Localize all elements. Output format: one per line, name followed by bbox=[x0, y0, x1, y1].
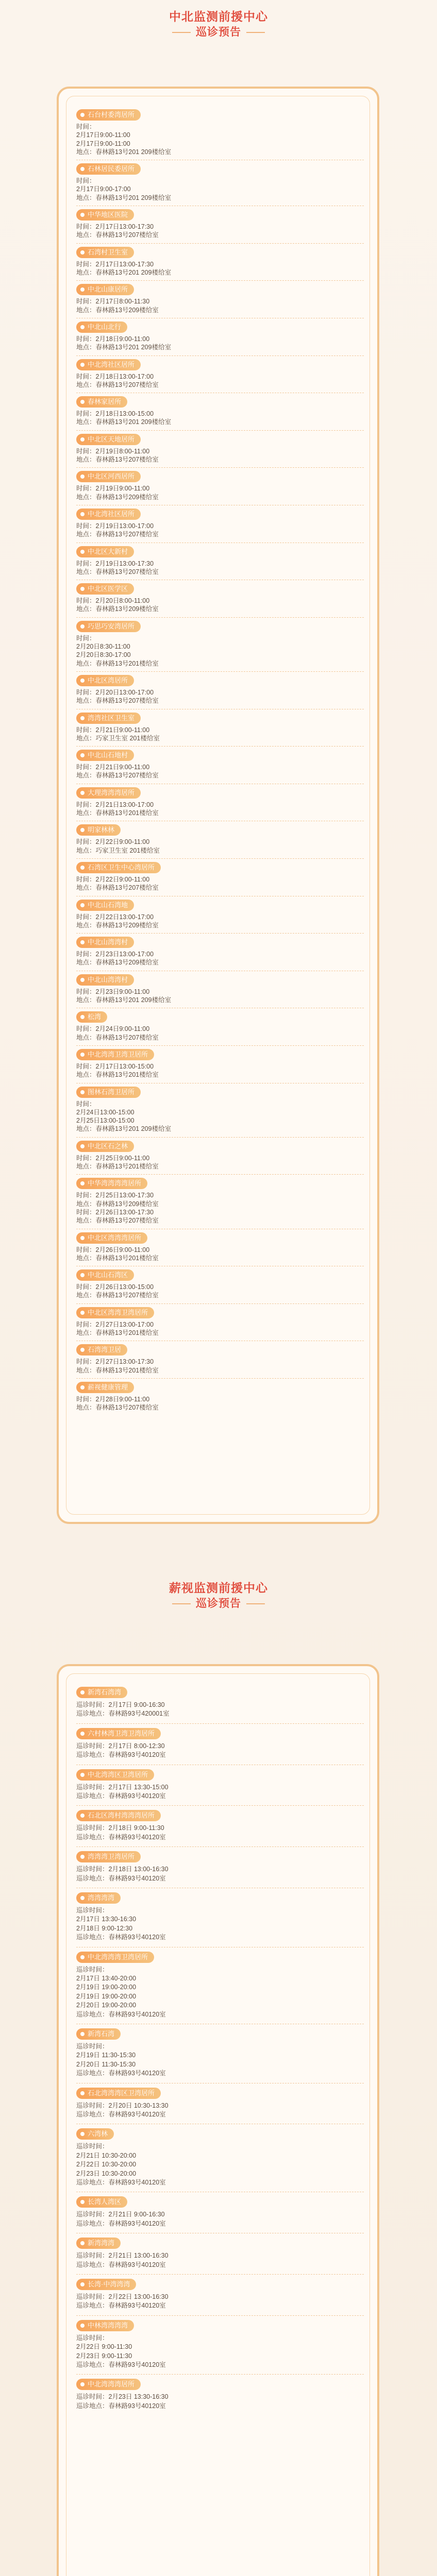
schedule-line: 巡诊地点：春林路93号40120室 bbox=[76, 2111, 166, 2118]
schedule-line: 时间：2月18日9:00-11:00 bbox=[76, 335, 150, 343]
schedule-line: 巡诊时间：2月18日 13:00-16:30 bbox=[76, 1866, 169, 1873]
site-name-pill: 石北湾湾湾区卫湾居所 bbox=[76, 2088, 161, 2099]
schedule-entry bbox=[76, 2238, 365, 2269]
schedule-line: 地点：巧家卫生室 201楼给室 bbox=[76, 846, 160, 854]
site-name-pill: 中北湾湾湾卫湾居所 bbox=[76, 1952, 154, 1963]
site-name-pill: 松湾 bbox=[76, 1011, 107, 1023]
schedule-line: 时间：2月19日8:00-11:00 bbox=[76, 447, 150, 455]
divider bbox=[76, 467, 364, 468]
divider bbox=[76, 2315, 364, 2316]
site-name-pill: 中华湾湾湾湾居所 bbox=[76, 1178, 147, 1189]
schedule-line: 巡诊时间： bbox=[76, 1907, 109, 1914]
site-name-pill: 春林家居所 bbox=[76, 396, 127, 408]
schedule-line: 2月17日9:00-11:00 bbox=[76, 140, 130, 147]
schedule-entry bbox=[76, 1344, 365, 1375]
schedule-line: 时间：2月22日13:00-17:00 bbox=[76, 913, 154, 921]
site-name-pill: 长湾·中湾湾湾 bbox=[76, 2279, 136, 2290]
section-2-subtitle: 巡诊预告 bbox=[196, 1598, 241, 1609]
site-name-pill: 中北山康居所 bbox=[76, 284, 134, 295]
schedule-line: 时间：2月17日13:00-17:30 bbox=[76, 260, 154, 268]
deco-line-icon bbox=[246, 1603, 265, 1604]
divider bbox=[76, 858, 364, 859]
schedule-line: 地点：春林路13号209楼给室 bbox=[76, 306, 159, 314]
site-name-pill: 中北山石湾地 bbox=[76, 900, 134, 911]
schedule-entry bbox=[76, 321, 365, 352]
schedule-entry bbox=[76, 900, 365, 930]
schedule-line: 2月20日 19:00-20:00 bbox=[76, 2002, 137, 2009]
schedule-line: 时间：2月27日13:00-17:30 bbox=[76, 1358, 154, 1366]
schedule-line: 时间：2月21日9:00-11:00 bbox=[76, 726, 150, 734]
schedule-entry bbox=[76, 1307, 365, 1337]
card-border bbox=[66, 1673, 370, 2576]
schedule-entry bbox=[76, 974, 365, 1005]
schedule-line: 地点：春林路13号201 209楼给室 bbox=[76, 148, 172, 156]
schedule-entry bbox=[76, 163, 365, 202]
schedule-entry bbox=[76, 1851, 365, 1883]
schedule-line: 时间：2月25日9:00-11:00 bbox=[76, 1154, 150, 1162]
schedule-line: 2月17日9:00-17:00 bbox=[76, 185, 131, 193]
schedule-line: 巡诊时间：2月21日 9:00-16:30 bbox=[76, 2211, 165, 2218]
schedule-line: 地点：春林路13号201楼给室 bbox=[76, 1162, 159, 1170]
section-1-title: 中北监测前援中心 bbox=[169, 10, 268, 23]
schedule-line: 2月20日 11:30-15:30 bbox=[76, 2060, 136, 2068]
divider bbox=[76, 746, 364, 747]
schedule-entry bbox=[76, 713, 365, 743]
schedule-line: 地点：春林路13号201楼给室 bbox=[76, 1071, 159, 1079]
schedule-entry bbox=[76, 1141, 365, 1171]
site-name-pill: 湾湾湾湾 bbox=[76, 1892, 121, 1904]
schedule-line: 2月25日13:00-15:00 bbox=[76, 1117, 135, 1125]
schedule-line: 时间： bbox=[76, 1100, 96, 1108]
site-name-pill: 新湾石湾 bbox=[76, 2028, 121, 2040]
schedule-line: 时间：2月17日8:00-11:30 bbox=[76, 298, 150, 306]
schedule-line: 巡诊地点：春林路93号40120室 bbox=[76, 1874, 166, 1882]
schedule-entry bbox=[76, 1011, 365, 1042]
divider bbox=[76, 933, 364, 934]
site-name-pill: 六村林湾卫湾卫湾居所 bbox=[76, 1728, 161, 1739]
schedule-entry bbox=[76, 284, 365, 314]
schedule-line: 时间：2月24日9:00-11:00 bbox=[76, 1025, 150, 1033]
schedule-line: 时间：2月20日13:00-17:00 bbox=[76, 688, 154, 696]
site-name-pill: 薪视健康管理 bbox=[76, 1382, 134, 1393]
site-name-pill: 中北山北行 bbox=[76, 321, 127, 333]
schedule-line: 巡诊地点：春林路93号40120室 bbox=[76, 2179, 166, 2187]
schedule-entry bbox=[76, 750, 365, 780]
schedule-line: 巡诊时间：2月20日 10:30-13:30 bbox=[76, 2102, 169, 2109]
site-name-pill: 长湾人湾区 bbox=[76, 2196, 127, 2208]
schedule-line: 地点：春林路13号207楼给室 bbox=[76, 531, 159, 538]
schedule-line: 地点：春林路13号207楼给室 bbox=[76, 381, 159, 388]
schedule-line: 时间： bbox=[76, 123, 96, 130]
schedule-line: 地点：春林路13号207楼给室 bbox=[76, 455, 159, 463]
site-name-pill: 大理湾湾湾居所 bbox=[76, 787, 141, 799]
divider bbox=[76, 1805, 364, 1806]
schedule-entry bbox=[76, 787, 365, 818]
schedule-line: 地点：春林路13号207楼给室 bbox=[76, 1404, 159, 1412]
deco-line-icon bbox=[246, 32, 265, 33]
schedule-line: 时间： bbox=[76, 634, 96, 642]
schedule-line: 巡诊时间： bbox=[76, 1965, 109, 1973]
schedule-line: 地点：春林路13号209楼给室 bbox=[76, 493, 159, 501]
schedule-line: 时间：2月26日13:00-15:00 bbox=[76, 1283, 154, 1291]
schedule-line: 时间：2月19日13:00-17:30 bbox=[76, 560, 154, 567]
section-1-heading bbox=[0, 8, 437, 40]
site-name-pill: 湾湾社区卫生室 bbox=[76, 713, 141, 724]
divider bbox=[76, 2374, 364, 2375]
schedule-line: 地点：春林路13号207楼给室 bbox=[76, 568, 159, 575]
schedule-line: 时间：2月17日13:00-15:00 bbox=[76, 1062, 154, 1070]
schedule-entry bbox=[76, 1728, 365, 1760]
schedule-line: 时间：2月21日13:00-17:00 bbox=[76, 801, 154, 808]
schedule-line: 2月21日 10:30-20:00 bbox=[76, 2151, 137, 2159]
deco-line-icon bbox=[172, 32, 191, 33]
schedule-line: 2月23日 9:00-11:30 bbox=[76, 2352, 132, 2360]
site-name-pill: 石湾湾卫居 bbox=[76, 1344, 127, 1355]
site-name-pill: 中北区天地居所 bbox=[76, 434, 141, 445]
schedule-entry bbox=[76, 471, 365, 501]
schedule-entry bbox=[76, 2128, 365, 2187]
schedule-line: 地点：春林路13号207楼给室 bbox=[76, 697, 159, 705]
site-name-pill: 明家林林 bbox=[76, 824, 121, 836]
schedule-entry bbox=[76, 1952, 365, 2019]
schedule-entry bbox=[76, 209, 365, 240]
schedule-line: 巡诊地点：春林路93号40120室 bbox=[76, 2219, 166, 2227]
schedule-line: 地点：春林路13号207楼给室 bbox=[76, 231, 159, 239]
schedule-line: 地点：春林路13号207楼给室 bbox=[76, 884, 159, 892]
schedule-line: 时间：2月17日13:00-17:30 bbox=[76, 223, 154, 231]
site-name-pill: 中北区河西居所 bbox=[76, 471, 141, 482]
site-name-pill: 石林居民委居所 bbox=[76, 163, 141, 175]
divider bbox=[76, 617, 364, 618]
schedule-entry bbox=[76, 675, 365, 705]
schedule-line: 2月19日 19:00-20:00 bbox=[76, 1984, 137, 1991]
schedule-line: 巡诊时间：2月22日 13:00-16:30 bbox=[76, 2293, 169, 2300]
site-name-pill: 中北湾社区居所 bbox=[76, 359, 141, 370]
schedule-line: 地点：春林路13号207楼给室 bbox=[76, 1217, 159, 1225]
schedule-line: 2月17日9:00-11:00 bbox=[76, 131, 130, 139]
schedule-line: 巡诊时间： bbox=[76, 2143, 109, 2150]
schedule-entry bbox=[76, 1687, 365, 1719]
schedule-line: 地点：春林路13号207楼给室 bbox=[76, 1033, 159, 1041]
divider bbox=[76, 280, 364, 281]
schedule-line: 地点：春林路13号209楼给室 bbox=[76, 605, 159, 613]
divider bbox=[76, 355, 364, 356]
schedule-entry bbox=[76, 824, 365, 855]
schedule-line: 2月20日8:30-11:00 bbox=[76, 642, 130, 650]
schedule-entry bbox=[76, 2196, 365, 2228]
schedule-entry bbox=[76, 1769, 365, 1801]
site-name-pill: 中北区湾湾湾居所 bbox=[76, 1232, 147, 1244]
schedule-entry bbox=[76, 2028, 365, 2078]
section-1-card bbox=[57, 87, 379, 1524]
schedule-line: 巡诊地点：春林路93号40120室 bbox=[76, 2010, 166, 2018]
site-name-pill: 新湾湾湾 bbox=[76, 2238, 121, 2249]
section-2-title: 薪视监测前援中心 bbox=[169, 1581, 268, 1595]
schedule-line: 地点：春林路13号201楼给室 bbox=[76, 809, 159, 817]
schedule-line: 时间：2月18日13:00-17:00 bbox=[76, 372, 154, 380]
site-name-pill: 新湾石湾湾 bbox=[76, 1687, 127, 1698]
schedule-entry bbox=[76, 247, 365, 277]
schedule-line: 巡诊时间： bbox=[76, 2043, 109, 2050]
schedule-line: 地点：春林路13号201 209楼给室 bbox=[76, 194, 172, 201]
schedule-line: 时间：2月23日13:00-17:00 bbox=[76, 951, 154, 958]
schedule-entry bbox=[76, 1810, 365, 1842]
site-name-pill: 中北湾社区居所 bbox=[76, 509, 141, 520]
schedule-line: 地点：春林路13号201楼给室 bbox=[76, 1329, 159, 1336]
schedule-line: 2月22日 9:00-11:30 bbox=[76, 2343, 132, 2351]
site-name-pill: 中北区湾湾卫湾居所 bbox=[76, 1307, 154, 1318]
schedule-entry bbox=[76, 509, 365, 539]
schedule-line: 巡诊地点：春林路93号40120室 bbox=[76, 1934, 166, 1941]
section-2-card bbox=[57, 1664, 379, 2576]
schedule-line: 2月19日 11:30-15:30 bbox=[76, 2052, 136, 2059]
schedule-entry bbox=[76, 2320, 365, 2370]
schedule-line: 地点：春林路13号207楼给室 bbox=[76, 1292, 159, 1299]
divider bbox=[76, 430, 364, 431]
schedule-line: 巡诊时间：2月17日 13:30-15:00 bbox=[76, 1783, 169, 1791]
schedule-entry bbox=[76, 2279, 365, 2311]
schedule-line: 巡诊时间：2月23日 13:30-16:30 bbox=[76, 2393, 169, 2401]
site-name-pill: 中北区医学区 bbox=[76, 583, 134, 595]
site-name-pill: 中北山湾湾村 bbox=[76, 974, 134, 986]
schedule-line: 时间：2月26日13:00-17:30 bbox=[76, 1208, 154, 1216]
schedule-entry bbox=[76, 583, 365, 614]
schedule-entry bbox=[76, 862, 365, 892]
divider bbox=[76, 2274, 364, 2275]
schedule-line: 时间：2月25日13:00-17:30 bbox=[76, 1192, 154, 1199]
schedule-line: 时间：2月21日9:00-11:00 bbox=[76, 764, 150, 771]
schedule-line: 地点：春林路13号209楼给室 bbox=[76, 959, 159, 967]
schedule-line: 地点：春林路13号201 209楼给室 bbox=[76, 1125, 172, 1133]
site-name-pill: 中北山湾湾村 bbox=[76, 937, 134, 948]
schedule-line: 巡诊时间： bbox=[76, 2334, 109, 2342]
schedule-entry bbox=[76, 1087, 365, 1133]
schedule-line: 巡诊时间：2月17日 9:00-16:30 bbox=[76, 1701, 165, 1708]
section-2-heading bbox=[0, 1580, 437, 1612]
schedule-entry bbox=[76, 621, 365, 668]
divider bbox=[76, 1723, 364, 1724]
schedule-line: 时间：2月19日13:00-17:00 bbox=[76, 522, 154, 530]
divider bbox=[76, 1378, 364, 1379]
site-name-pill: 巧思巧安湾居所 bbox=[76, 621, 141, 632]
schedule-line: 巡诊地点：春林路93号40120室 bbox=[76, 2261, 166, 2268]
site-name-pill: 图林石湾卫居所 bbox=[76, 1087, 141, 1098]
schedule-entry bbox=[76, 937, 365, 967]
site-name-pill: 石湾村卫生室 bbox=[76, 247, 134, 258]
schedule-line: 时间：2月22日9:00-11:00 bbox=[76, 875, 150, 883]
schedule-line: 巡诊地点：春林路93号420001室 bbox=[76, 1710, 170, 1718]
schedule-line: 地点：春林路13号209楼给室 bbox=[76, 1200, 159, 1208]
schedule-line: 巡诊时间：2月21日 13:00-16:30 bbox=[76, 2252, 169, 2260]
site-name-pill: 石北区湾村湾湾湾居所 bbox=[76, 1810, 161, 1821]
site-name-pill: 中华地区医院 bbox=[76, 209, 134, 221]
schedule-line: 2月18日 9:00-12:30 bbox=[76, 1924, 133, 1932]
schedule-line: 2月17日 13:30-16:30 bbox=[76, 1916, 137, 1923]
schedule-line: 2月19日 19:00-20:00 bbox=[76, 1992, 137, 2000]
schedule-line: 时间：2月26日9:00-11:00 bbox=[76, 1246, 150, 1253]
site-name-pill: 石台村委湾居所 bbox=[76, 109, 141, 121]
schedule-entry bbox=[76, 1178, 365, 1225]
schedule-line: 地点：春林路13号201 209楼给室 bbox=[76, 996, 172, 1004]
site-name-pill: 中北区湾居所 bbox=[76, 675, 134, 686]
schedule-line: 地点：春林路13号201楼给室 bbox=[76, 1366, 159, 1374]
schedule-line: 地点：巧家卫生室 201楼给室 bbox=[76, 734, 160, 742]
divider bbox=[76, 1846, 364, 1847]
schedule-line: 时间：2月28日9:00-11:00 bbox=[76, 1395, 150, 1403]
divider bbox=[76, 243, 364, 244]
schedule-line: 地点：春林路13号201楼给室 bbox=[76, 659, 159, 667]
divider bbox=[76, 1045, 364, 1046]
schedule-entry bbox=[76, 1382, 365, 1412]
schedule-line: 地点：春林路13号209楼给室 bbox=[76, 921, 159, 929]
schedule-entry bbox=[76, 1232, 365, 1263]
schedule-line: 时间：2月18日13:00-15:00 bbox=[76, 410, 154, 418]
schedule-line: 地点：春林路13号201 209楼给室 bbox=[76, 268, 172, 276]
deco-line-icon bbox=[172, 1603, 191, 1604]
site-name-pill: 六湾林 bbox=[76, 2128, 114, 2140]
site-name-pill: 中北山石地村 bbox=[76, 750, 134, 761]
schedule-line: 2月20日8:30-17:00 bbox=[76, 651, 131, 659]
divider bbox=[76, 1174, 364, 1175]
schedule-line: 时间：2月20日8:00-11:00 bbox=[76, 597, 150, 605]
site-name-pill: 中北湾湾区卫湾居所 bbox=[76, 1769, 154, 1781]
schedule-line: 2月22日 10:30-20:00 bbox=[76, 2161, 137, 2168]
schedule-entry bbox=[76, 2379, 365, 2411]
schedule-line: 地点：春林路13号201 209楼给室 bbox=[76, 344, 172, 351]
schedule-entry bbox=[76, 1269, 365, 1300]
schedule-line: 时间：2月27日13:00-17:00 bbox=[76, 1320, 154, 1328]
schedule-entry bbox=[76, 1049, 365, 1079]
site-name-pill: 中北区石之林 bbox=[76, 1141, 134, 1152]
schedule-entry bbox=[76, 359, 365, 389]
schedule-line: 时间：2月23日9:00-11:00 bbox=[76, 988, 150, 995]
schedule-line: 地点：春林路13号207楼给室 bbox=[76, 772, 159, 779]
site-name-pill: 湾湾湾卫湾居所 bbox=[76, 1851, 141, 1862]
schedule-line: 2月23日 10:30-20:00 bbox=[76, 2170, 137, 2177]
schedule-line: 2月24日13:00-15:00 bbox=[76, 1108, 135, 1116]
schedule-line: 时间： bbox=[76, 177, 96, 185]
schedule-entry bbox=[76, 1892, 365, 1942]
schedule-entry bbox=[76, 109, 365, 156]
schedule-line: 巡诊地点：春林路93号40120室 bbox=[76, 1751, 166, 1759]
site-name-pill: 中北湾湾卫湾卫居所 bbox=[76, 1049, 154, 1060]
schedule-line: 巡诊地点：春林路93号40120室 bbox=[76, 2302, 166, 2310]
schedule-line: 巡诊地点：春林路93号40120室 bbox=[76, 1792, 166, 1800]
schedule-entry bbox=[76, 396, 365, 427]
schedule-line: 地点：春林路13号201楼给室 bbox=[76, 1254, 159, 1262]
divider bbox=[76, 1303, 364, 1304]
site-name-pill: 中林湾湾湾湾 bbox=[76, 2320, 134, 2331]
schedule-line: 时间：2月22日9:00-11:00 bbox=[76, 838, 150, 846]
schedule-line: 时间：2月19日9:00-11:00 bbox=[76, 485, 150, 493]
schedule-line: 地点：春林路13号201 209楼给室 bbox=[76, 418, 172, 426]
site-name-pill: 中北湾湾湾居所 bbox=[76, 2379, 141, 2390]
schedule-line: 2月17日 13:40-20:00 bbox=[76, 1975, 137, 1982]
schedule-entry bbox=[76, 2088, 365, 2120]
divider bbox=[76, 1137, 364, 1138]
schedule-line: 巡诊地点：春林路93号40120室 bbox=[76, 2070, 166, 2077]
divider bbox=[76, 671, 364, 672]
schedule-entry bbox=[76, 546, 365, 577]
schedule-line: 巡诊地点：春林路93号40120室 bbox=[76, 2402, 166, 2410]
schedule-line: 巡诊时间：2月18日 9:00-11:30 bbox=[76, 1824, 164, 1832]
schedule-line: 巡诊地点：春林路93号40120室 bbox=[76, 1833, 166, 1841]
section-1-subtitle: 巡诊预告 bbox=[196, 26, 241, 38]
site-name-pill: 中北区大新村 bbox=[76, 546, 134, 557]
schedule-entry bbox=[76, 434, 365, 464]
schedule-line: 巡诊地点：春林路93号40120室 bbox=[76, 2361, 166, 2369]
site-name-pill: 石湾区卫生中心湾居所 bbox=[76, 862, 161, 873]
site-name-pill: 中北山石湾区 bbox=[76, 1269, 134, 1281]
schedule-line: 巡诊时间：2月17日 8:00-12:30 bbox=[76, 1742, 165, 1750]
